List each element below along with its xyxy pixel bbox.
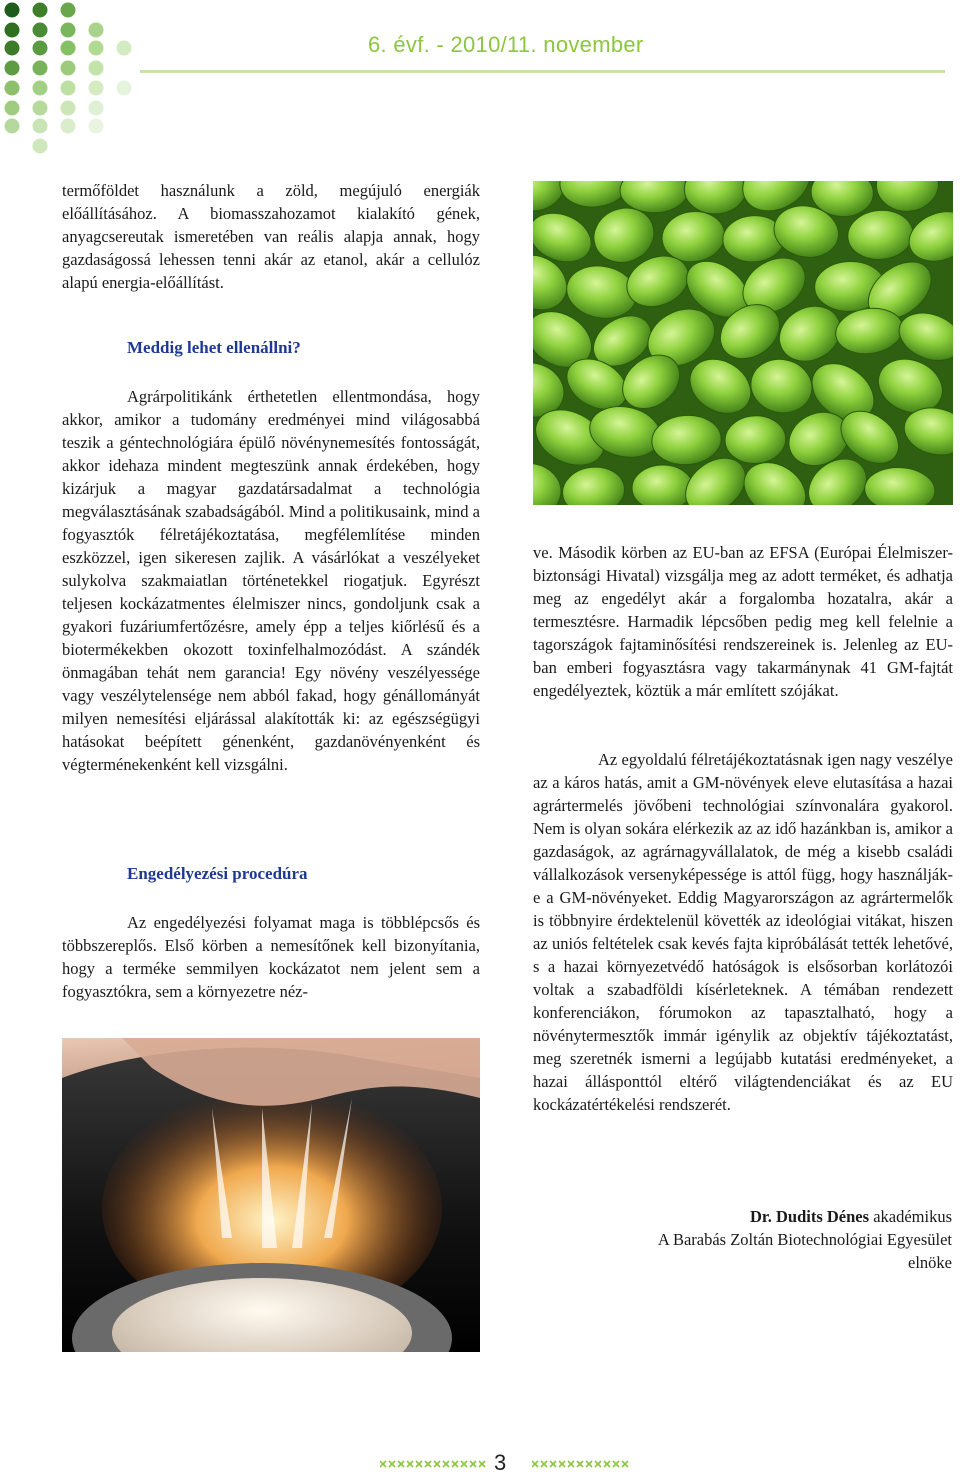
decorative-dot (61, 23, 76, 38)
footer-x-mark (461, 1461, 467, 1467)
decorative-dot (33, 3, 48, 18)
footer-x-mark (604, 1461, 610, 1467)
header-rule (140, 70, 945, 73)
decorative-dot (33, 41, 48, 56)
signature-organization: A Barabás Zoltán Biotechnológiai Egyesület (657, 1230, 952, 1249)
decorative-dot (61, 119, 76, 134)
decorative-dot (89, 23, 104, 38)
green-soybeans-photo (533, 181, 953, 505)
section-heading-resistance: Meddig lehet ellenállni? (127, 338, 301, 357)
section-heading-approval: Engedélyezési procedúra (127, 864, 308, 883)
signature-title: akadémikus (873, 1207, 952, 1226)
decorative-dot (33, 61, 48, 76)
decorative-dot (5, 61, 20, 76)
footer-x-mark (434, 1461, 440, 1467)
footer-x-mark (559, 1461, 565, 1467)
section-body-approval: Az engedélyezési folyamat maga is többlépcsős és többszereplős. Első körben a nemesítőnek kell bizonyítania, hogy a terméke semmilyen kockázatot nem jelent sem a fogyasztókra, sem a környezetre néz- (62, 913, 480, 1001)
footer-pattern-right (532, 1460, 632, 1468)
decorative-dot (33, 139, 48, 154)
footer-x-mark (532, 1461, 538, 1467)
author-signature (658, 1205, 952, 1274)
decorative-dot (117, 81, 132, 96)
footer-x-mark (541, 1461, 547, 1467)
decorative-dot (33, 23, 48, 38)
signature-name: Dudits Dénes (776, 1207, 870, 1226)
footer-pattern-left (380, 1460, 490, 1468)
decorative-dot (61, 101, 76, 116)
decorative-dot (89, 101, 104, 116)
decorative-dot (33, 101, 48, 116)
footer-x-mark (479, 1461, 485, 1467)
footer-x-mark (595, 1461, 601, 1467)
decorative-dots-pattern (0, 0, 150, 160)
decorative-dot (61, 81, 76, 96)
decorative-dot (5, 81, 20, 96)
footer-x-mark (577, 1461, 583, 1467)
footer-x-mark (425, 1461, 431, 1467)
decorative-dot (117, 41, 132, 56)
footer-x-mark (380, 1461, 386, 1467)
decorative-dot (89, 81, 104, 96)
intro-paragraph: termőföldet használunk a zöld, megújuló energiák előállításához. A biomasszahozamot kialakító gének, anyagcsereutak ismeretében van reális alapja annak, hogy gazdaságossá lehessen tenni akár az etanol, akár a cellulóz alapú energia-előállítást. (62, 181, 480, 292)
signature-prefix: Dr. (750, 1207, 776, 1226)
decorative-dot (61, 41, 76, 56)
footer-x-mark (407, 1461, 413, 1467)
footer-x-mark (443, 1461, 449, 1467)
decorative-dot (33, 81, 48, 96)
footer-x-mark (613, 1461, 619, 1467)
issue-header: 6. évf. - 2010/11. november (368, 32, 644, 57)
decorative-dot (5, 119, 20, 134)
flour-sifting-photo (62, 1038, 480, 1352)
decorative-dot (61, 3, 76, 18)
section-body-resistance: Agrárpolitikánk érthetetlen ellentmondása, hogy akkor, amikor a tudomány eredményei mind világosabbá teszik a géntechnológiára épülő növénynemesítés fontosságát, akkor idehaza mindent megteszünk annak érdekében, hogy kizárjuk a magyar gazdatársadalmat a technológia megválasztásának szabadságából. Mind a politikusaink, mind a fogyasztók félretájékoztatása, megfélemlítése minden eszközzel, igen sikeresen zajlik. A vásárlókat a veszélyeket sulykolva szakmaiatlan történetekkel riogatjuk. Egyrészt teljesen kockázatmentes élelmiszer nincs, gondoljunk csak a gyakori fuzáriumfertőzésre, amely épp a teljes kiőrlésű és a biotermékekben okozott toxinfelhalmozódást. A szándék önmagában tehát nem garancia! Egy növény veszélyessége vagy veszélytelensége nem abból fakad, hogy génállományát milyen nemesítési eljárással alakították ki: az egészségügyi hatásokat beépített génenként, gazdanövényenként és végterménekenként kell vizsgálni. (62, 387, 480, 774)
decorative-dot (89, 61, 104, 76)
footer-x-mark (416, 1461, 422, 1467)
right-paragraph-1: ve. Második körben az EU-ban az EFSA (Európai Élelmiszer-biztonsági Hivatal) vizsgálja meg az adott terméket, és adhatja meg az engedélyt akár a forgalomba hozatalra, akár a termesztésre. Harmadik lépcsőben pedig meg kell felelnie a tagországok fajtaminősítési rendszereinek is. Jelenleg az EU-ban emberi fogyasztásra vagy takarmánynak 41 GM-fajtát engedélyeztek, köztük a már említett szójákat. (533, 543, 953, 700)
decorative-dot (89, 119, 104, 134)
decorative-dot (5, 41, 20, 56)
page-number: 3 (494, 1450, 507, 1475)
footer-x-mark (550, 1461, 556, 1467)
footer-x-mark (389, 1461, 395, 1467)
signature-role: elnöke (908, 1253, 952, 1272)
decorative-dot (5, 101, 20, 116)
footer-x-mark (470, 1461, 476, 1467)
right-paragraph-2: Az egyoldalú félretájékoztatásnak igen nagy veszélye az a káros hatás, amit a GM-növények eleve elutasítása a hazai agrártermelés jövőbeni technológiai színvonalára gyakorol. Nem is olyan sokára elérkezik az az idő hazánkban is, amikor a gazdaságok, az agrárnagyvállalatok, de még a kisebb családi vállalkozások versenyképessége is attól függ, hogy használják-e a GM-növényeket. Eddig Magyarországon az agrártermelők is többnyire érdektelenül követték az ideológiai vitákat, hiszen az uniós feltételek csak kevés fajta kipróbálását tették lehetővé, s a hazai környezetvédő hatóságok is elsősorban korlátozói voltak a szabadföldi kísérleteknek. A témában rendezett konferenciákon, fórumokon az tapasztalható, hogy a növénytermesztők immár igénylik az objektív tájékoztatást, meg szeretnék ismerni a legújabb kutatási eredményeket, a hazai állásponttól eltérő világtendenciákat és az EU kockázatértékelési rendszerét. (533, 750, 953, 1114)
signature-name-line (658, 1205, 952, 1228)
footer-x-mark (586, 1461, 592, 1467)
decorative-dot (33, 119, 48, 134)
footer-x-mark (622, 1461, 628, 1467)
decorative-dot (61, 61, 76, 76)
footer-x-mark (398, 1461, 404, 1467)
decorative-dot (89, 41, 104, 56)
footer-x-mark (452, 1461, 458, 1467)
footer-x-mark (568, 1461, 574, 1467)
decorative-dot (5, 3, 20, 18)
decorative-dot (5, 23, 20, 38)
